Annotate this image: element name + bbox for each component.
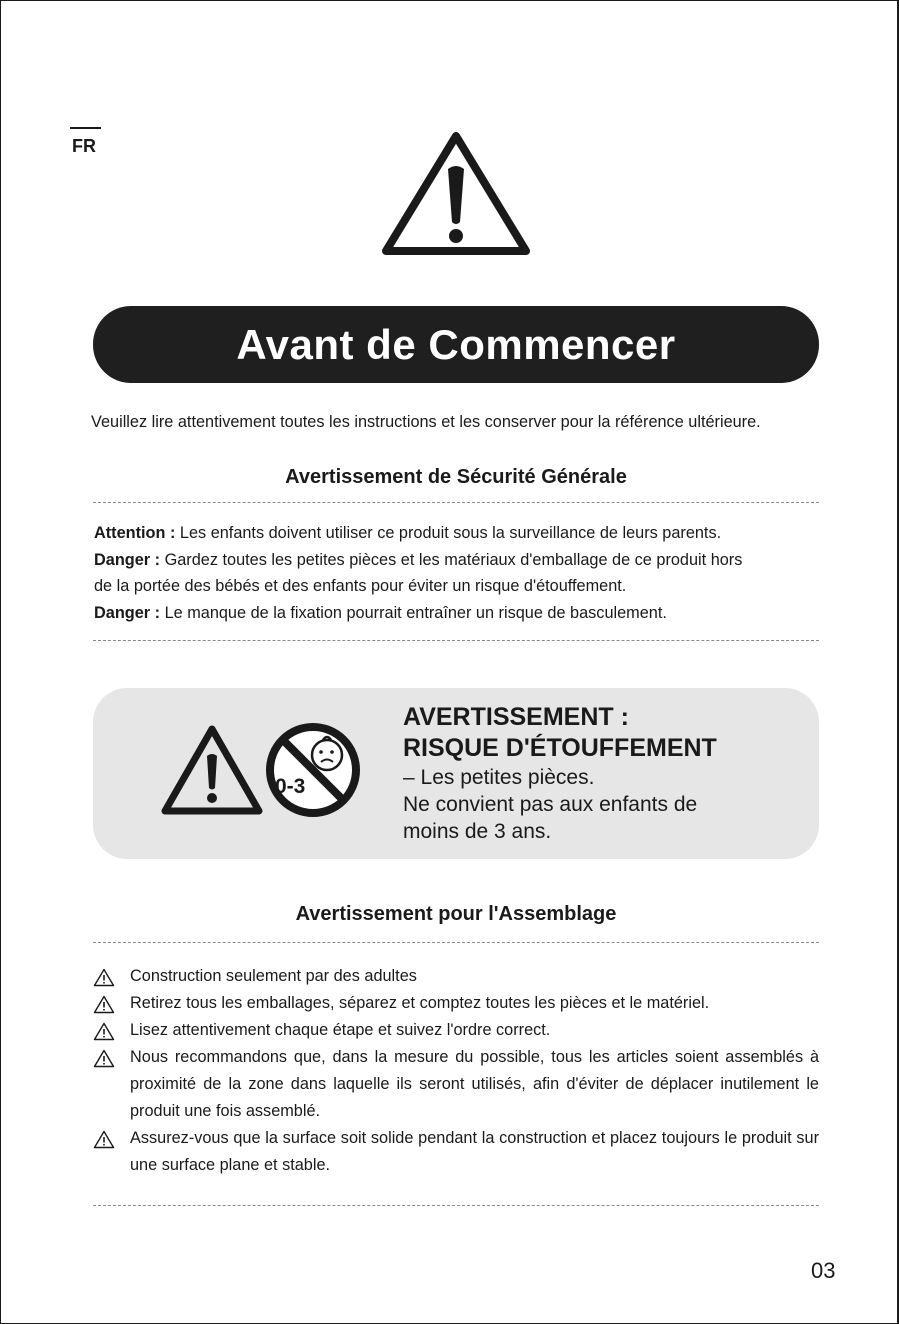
safety-line [94,600,819,627]
language-tag [70,127,101,155]
list-item-text: Nous recommandons que, dans la mesure du possible, tous les articles soient assemblés à proximité de la zone dans laquelle ils seront utilisés, afin d'éviter de déplacer inutilement le produit une fois assemblé. [130,1048,819,1120]
warning-triangle-icon [160,724,264,816]
general-safety-title: Avertissement de Sécurité Générale [285,466,627,488]
page-number: 03 [811,1258,836,1283]
list-item-text: Assurez-vous que la surface soit solide pendant la construction et placez toujours le produit sur une surface plane et stable. [130,1129,819,1174]
small-warning-icon [93,1130,115,1149]
list-item [93,1017,819,1044]
list-item [93,1125,819,1179]
choking-warning-title-1: AVERTISSEMENT : [403,703,629,731]
safety-text: de la portée des bébés et des enfants pour éviter un risque d'étouffement. [94,577,627,595]
safety-line [94,547,819,574]
safety-label: Danger : [94,550,161,569]
intro-text: Veuillez lire attentivement toutes les instructions et les conserver pour la référence ultérieure. [91,413,761,431]
list-item [93,963,819,990]
safety-label: Danger : [94,603,161,622]
choking-warning-body-3: moins de 3 ans. [403,820,552,843]
age-badge-text: 0-3 [275,775,306,798]
safety-label: Attention : [94,524,176,542]
list-item-text: Construction seulement par des adultes [130,967,417,985]
divider [93,1205,819,1206]
divider [93,502,819,503]
assembly-list [93,963,819,1179]
list-item [93,1044,819,1125]
no-under-3-icon [265,722,361,818]
safety-line [94,573,819,600]
language-code: FR [72,136,96,156]
divider [93,942,819,943]
small-warning-icon [93,995,115,1014]
assembly-title: Avertissement pour l'Assemblage [295,903,617,925]
list-item-text: Lisez attentivement chaque étape et suivez l'ordre correct. [130,1021,551,1039]
safety-text: Le manque de la fixation pourrait entraîner un risque de basculement. [160,603,667,622]
small-warning-icon [93,1049,115,1068]
safety-line [94,520,819,547]
banner-title: Avant de Commencer [236,320,676,368]
list-item [93,990,819,1017]
safety-text: Gardez toutes les petites pièces et les matériaux d'emballage de ce produit hors [160,550,743,569]
divider [93,640,819,641]
safety-text: Les enfants doivent utiliser ce produit sous la surveillance de leurs parents. [175,524,722,542]
title-banner [93,306,819,383]
choking-warning-box [93,688,819,859]
general-safety-block [94,520,819,626]
choking-warning-title-2: RISQUE D'ÉTOUFFEMENT [403,734,717,762]
small-warning-icon [93,968,115,987]
choking-warning-body-2: Ne convient pas aux enfants de [403,793,698,816]
large-warning-icon [379,129,533,257]
list-item-text: Retirez tous les emballages, séparez et comptez toutes les pièces et le matériel. [130,994,710,1012]
choking-warning-body-1: – Les petites pièces. [403,766,595,789]
choking-warning-text [403,702,803,845]
small-warning-icon [93,1022,115,1041]
